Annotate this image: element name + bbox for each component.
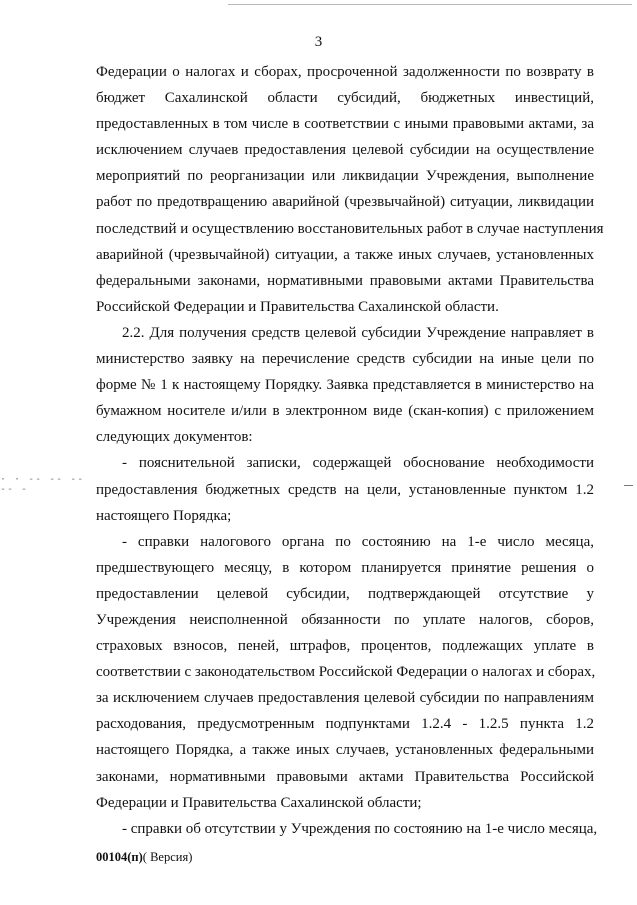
text-line: работ по предотвращению аварийной (чрезвычайной) ситуации, ликвидации: [96, 194, 594, 211]
text-line: аварийной (чрезвычайной) ситуации, а также иных случаев, установленных: [96, 246, 594, 263]
list-item-tax-certificate: - справки налогового органа по состоянию на 1-е число месяца,: [122, 533, 594, 550]
document-footer: [96, 850, 192, 865]
text-line: настоящего Порядка, а также иных случаев, установленных федеральными: [96, 742, 594, 759]
text-line: предоставлении целевой субсидии, подтверждающей отсутствие у: [96, 585, 594, 602]
text-line: бумажном носителе и/или в электронном виде (скан-копия) с приложением: [96, 403, 594, 420]
text-line: последствий и осуществлению восстановительных работ в случае наступления: [96, 220, 604, 237]
text-line: настоящего Порядка;: [96, 507, 232, 524]
edge-margin-mark: [624, 485, 633, 486]
text-line: мероприятий по реорганизации или ликвидации Учреждения, выполнение: [96, 168, 594, 185]
text-line: бюджет Сахалинской области субсидий, бюджетных инвестиций,: [96, 90, 594, 107]
list-item-absence-certificate: - справки об отсутствии у Учреждения по состоянию на 1-е число месяца,: [122, 820, 598, 837]
text-line: Федерации и Правительства Сахалинской области;: [96, 794, 422, 811]
text-line: предшествующего месяцу, в котором планируется принятие решения о: [96, 559, 594, 576]
text-line: соответствии с законодательством Российской Федерации о налогах и сборах,: [96, 664, 596, 681]
text-line: исключением случаев предоставления целевой субсидии на осуществление: [96, 142, 594, 159]
text-line: Российской Федерации и Правительства Сахалинской области.: [96, 298, 499, 315]
document-code: 00104(п): [96, 850, 143, 864]
text-line: предоставления бюджетных средств на цели, установленные пунктом 1.2: [96, 481, 594, 498]
text-line: федеральными законами, нормативными правовыми актами Правительства: [96, 272, 594, 289]
text-line: законами, нормативными правовыми актами Правительства Российской: [96, 768, 594, 785]
paragraph-2-2-first-line: 2.2. Для получения средств целевой субсидии Учреждение направляет в: [122, 324, 594, 341]
document-body: [96, 59, 604, 842]
text-line: расходования, предусмотренным подпунктами 1.2.4 - 1.2.5 пункта 1.2: [96, 716, 594, 733]
text-line: следующих документов:: [96, 429, 253, 446]
top-border-line: [228, 4, 632, 5]
list-item-explanatory-note: - пояснительной записки, содержащей обоснование необходимости: [122, 455, 594, 472]
text-line: за исключением случаев предоставления целевой субсидии по направлениям: [96, 690, 594, 707]
page-number: 3: [314, 34, 323, 50]
text-line: Федерации о налогах и сборах, просроченной задолженности по возврату в: [96, 64, 594, 80]
text-line: форме № 1 к настоящему Порядку. Заявка представляется в министерство на: [96, 377, 594, 394]
document-version: ( Версия): [142, 850, 193, 864]
text-line: предоставленных в том числе в соответствии с иными правовыми актами, за: [96, 116, 594, 133]
text-line: министерство заявку на перечисление средств субсидии на иные цели по: [96, 351, 594, 368]
text-line: Учреждения неисполненной обязанности по уплате налогов, сборов,: [96, 611, 594, 628]
text-line: страховых взносов, пеней, штрафов, процентов, подлежащих уплате в: [96, 638, 594, 655]
binding-margin-mark: · · -- -- -- -- -: [0, 474, 85, 495]
